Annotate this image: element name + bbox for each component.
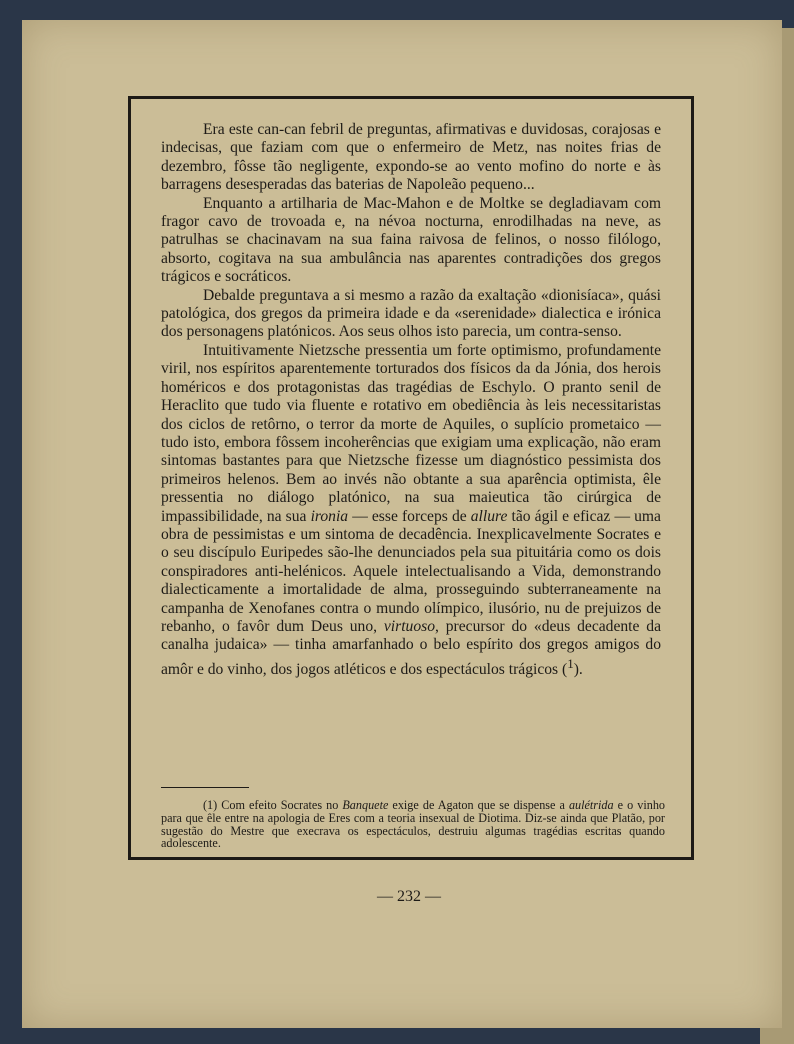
footnote-marker[interactable]: 1 — [567, 655, 574, 671]
book-page — [22, 20, 782, 1028]
main-text — [161, 121, 661, 679]
paragraph-4 — [161, 342, 661, 680]
italic-allure: allure — [470, 507, 508, 525]
paragraph-3: Debalde preguntava a si mesmo a razão da exaltação «dionisíaca», quási patológica, dos gregos da primeira idade e da «serenidade» dialectica e irónica dos personagens platónicos. Aos seus olhos isto parecia, um contra-senso. — [161, 286, 661, 341]
text-frame — [128, 96, 694, 860]
footnote-text-a: (1) Com efeito Socrates no — [203, 798, 343, 812]
page-number: — 232 — — [377, 888, 441, 905]
paragraph-4-text-c: tão ágil e eficaz — uma obra de pessimistas e um sintoma de decadência. Inexplicavelmente Socrates e o seu discípulo Euripedes são-lhe denunciados pela sua pituitária como os dois conspiradores anti-helénicos. Aquele intelectualisando a Vida, demonstrando dialecticamente a imortalidade de alma, prosseguindo subterraneamente na campanha de Xenofanes contra o mundo olímpico, ilusório, nu de prejuizos de rebanho, o favôr dum Deus uno, — [161, 507, 661, 635]
paragraph-4-text-d: , precursor do «deus decadente da canalha judaica» — tinha amarfanhado o belo espírito dos gregos amigos do amôr e do vinho, dos jogos atléticos e dos espectáculos trágicos ( — [161, 617, 661, 678]
paragraph-2: Enquanto a artilharia de Mac-Mahon e de Moltke se degladiavam com fragor cavo de trovoada e, na névoa nocturna, enrodilhadas na neve, as patrulhas se chacinavam na sua faina raivosa de felinos, o nosso filólogo, absorto, cogitava na sua ambulância nas aparentes contradições dos gregos trágicos e socráticos. — [161, 194, 661, 286]
paragraph-4-text-a: Intuitivamente Nietzsche pressentia um forte optimismo, profundamente viril, nos espíritos aparentemente torturados dos físicos da da Jónia, dos herois homéricos e dos protagonistas das tragédias de Eschylo. O pranto senil de Heraclito que tudo via fluente e rotativo em obediência às leis necessitaristas dos ciclos de retôrno, o terror da morte de Aquiles, o suplício prometaico — tudo isto, embora fôssem incoherências que exigiam uma explicação, não eram sintomas bastantes para que Nietzsche fizesse um diagnóstico pessimista dos primeiros helenos. Bem ao invés não obtante a sua aparência optimista, êle pressentia no diálogo platónico, na sua maieutica tão cirúrgica de impassibilidade, na sua — [161, 341, 661, 525]
footnote-text-b: exige de Agaton que se dispense a — [388, 798, 569, 812]
italic-virtuoso: virtuoso — [383, 617, 436, 635]
footnote-text-c: e o vinho para que êle entre na apologia de Eres com a teoria insexual de Diotima. Diz-se ainda que Platão, por sugestão do Mestre que execrava os espectáculos, destruiu algumas tragédias escritas quando adolescente. — [161, 798, 666, 851]
footnote — [161, 799, 665, 850]
footnote-divider — [161, 787, 249, 788]
paragraph-4-text-b: — esse forceps de — [348, 507, 471, 525]
italic-auletrida: aulétrida — [568, 798, 614, 812]
italic-ironia: ironia — [310, 507, 349, 525]
paragraph-1: Era este can-can febril de preguntas, afirmativas e duvidosas, corajosas e indecisas, que faziam com que o enfermeiro de Metz, nas noites frias de dezembro, fôsse tão negligente, expondo-se ao vento mofino do norte e às barragens desesperadas das baterias de Napoleão pequeno... — [161, 121, 661, 194]
italic-banquete: Banquete — [342, 798, 389, 812]
paragraph-4-text-e: ). — [573, 660, 583, 678]
